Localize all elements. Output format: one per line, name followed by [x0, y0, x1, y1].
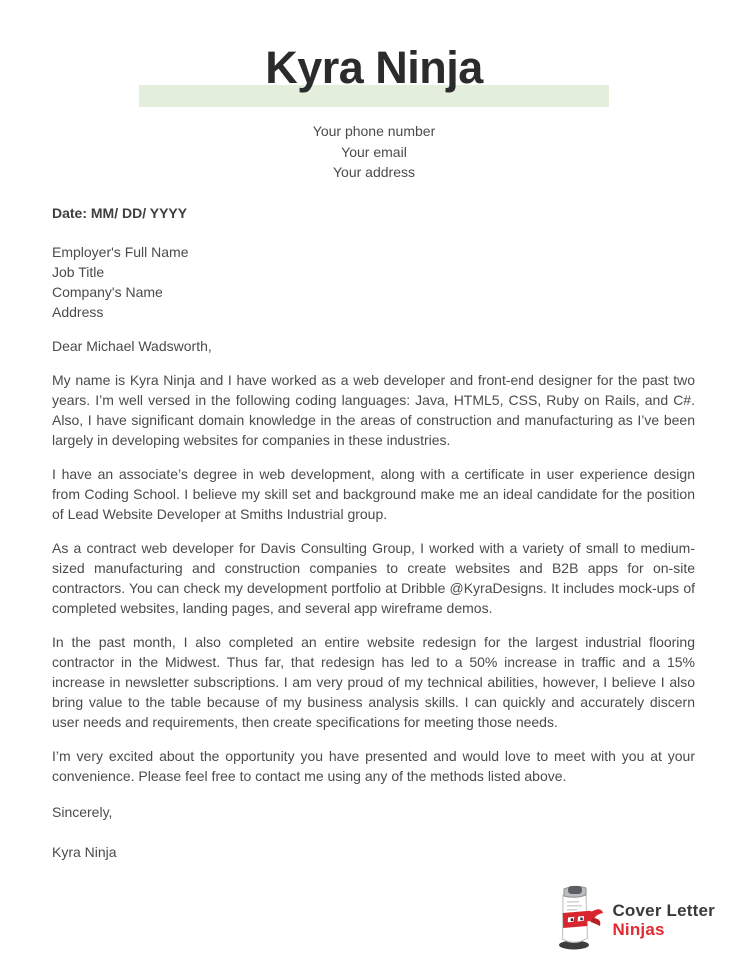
closing: Sincerely,	[52, 803, 113, 820]
recipient-name: Employer's Full Name	[52, 243, 189, 260]
body-paragraph: I have an associate’s degree in web development, along with a certificate in user experience design from Coding School. I believe my skill set and background make me an ideal candidate for the position of Lead Website Developer at Smiths Industrial group.	[52, 465, 695, 522]
salutation: Dear Michael Wadsworth,	[52, 337, 212, 354]
recipient-block	[52, 242, 695, 322]
body-paragraph: My name is Kyra Ninja and I have worked as a web developer and front-end designer for the past two years. I’m well versed in the following coding languages: Java, HTML5, CSS, Ruby on Rails, and C#. Also, I have significant domain knowledge in the areas of construction and manufacturing as I’ve been largely in developing websites for companies in these industries.	[52, 371, 695, 448]
brand-name-line2: Ninjas	[612, 919, 665, 939]
brand-logo-text	[612, 901, 715, 939]
recipient-company: Company's Name	[52, 283, 163, 300]
contact-phone: Your phone number	[312, 123, 436, 139]
page-title: Kyra Ninja	[265, 42, 483, 93]
contact-block	[0, 121, 748, 183]
body-paragraph: I’m very excited about the opportunity you have presented and would love to meet with you at your convenience. Please feel free to contact me using any of the methods listed above.	[52, 747, 695, 784]
letter-body	[52, 203, 695, 862]
recipient-job-title: Job Title	[52, 263, 105, 280]
date-line: Date: MM/ DD/ YYYY	[52, 204, 188, 221]
signature: Kyra Ninja	[52, 843, 117, 860]
body-paragraph: In the past month, I also completed an entire website redesign for the largest industrial flooring contractor in the Midwest. Thus far, that redesign has led to a 50% increase in traffic and a 15% increase in newsletter subscriptions. I am very proud of my technical abilities, however, I believe I also bring value to the table because of my business analysis skills. I can quickly and accurately discern user needs and requirements, then create specifications for meeting those needs.	[52, 633, 695, 730]
body-paragraph: As a contract web developer for Davis Consulting Group, I worked with a variety of small to medium-sized manufacturing and construction companies to create websites and B2B apps for on-site contractors. You can check my development portfolio at Dribble @KyraDesigns. It includes mock-ups of completed websites, landing pages, and several app wireframe demos.	[52, 539, 695, 616]
recipient-address: Address	[52, 303, 104, 320]
brand-name-line1: Cover Letter	[612, 900, 715, 920]
letter-header	[0, 0, 748, 107]
cover-letter-ninjas-mascot-icon	[546, 882, 604, 957]
brand-logo	[546, 882, 715, 957]
contact-email: Your email	[341, 143, 407, 160]
contact-address: Your address	[333, 164, 415, 180]
